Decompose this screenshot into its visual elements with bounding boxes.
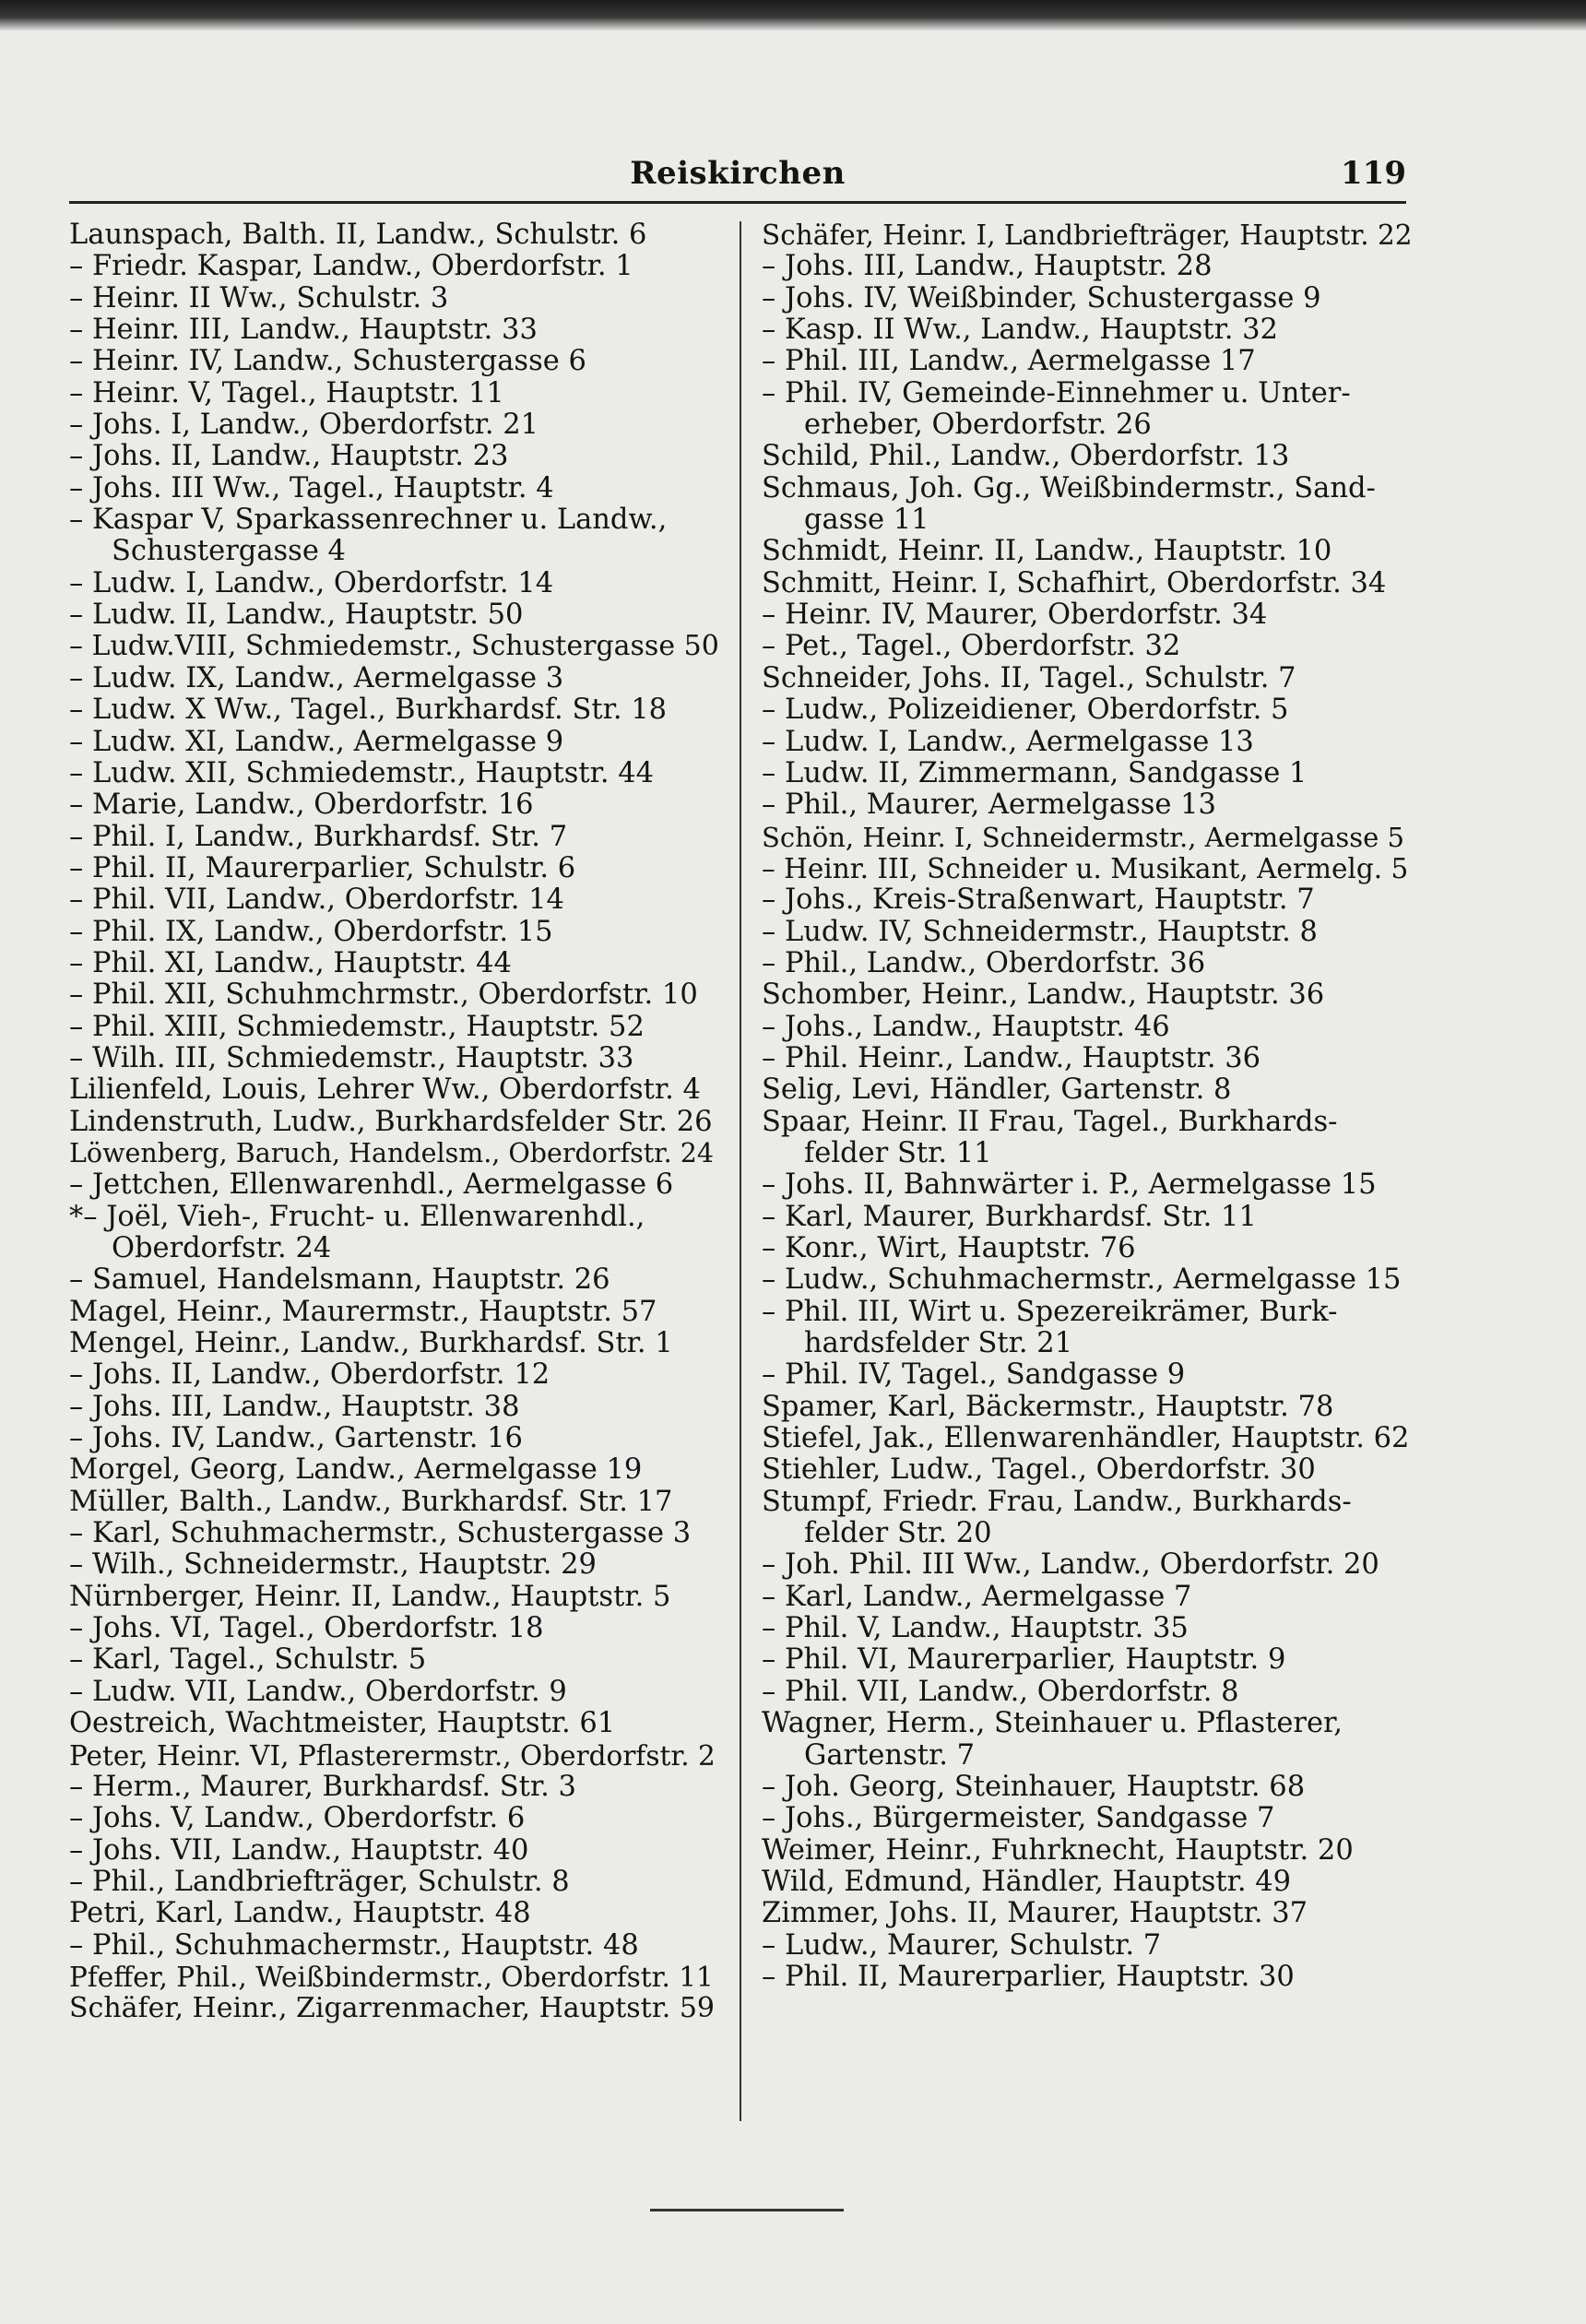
directory-entry: – Johs. IV, Weißbinder, Schustergasse 9 <box>762 281 1321 314</box>
directory-entry: – Johs., Bürgermeister, Sandgasse 7 <box>762 1802 1275 1835</box>
directory-entry: Peter, Heinr. VI, Pflasterermstr., Oberdorfstr. 2 <box>69 1739 716 1772</box>
directory-entry: erheber, Oberdorfstr. 26 <box>804 409 1152 442</box>
directory-entry: – Samuel, Handelsmann, Hauptstr. 26 <box>69 1263 610 1297</box>
directory-entry: – Phil. II, Maurerparlier, Schulstr. 6 <box>69 851 576 884</box>
directory-entry: – Ludw. IX, Landw., Aermelgasse 3 <box>69 661 564 694</box>
directory-entry: – Johs., Landw., Hauptstr. 46 <box>762 1010 1170 1043</box>
directory-entry: *– Joël, Vieh-, Frucht- u. Ellenwarenhdl., <box>69 1200 645 1233</box>
directory-entry: Pfeffer, Phil., Weißbindermstr., Oberdorfstr. 11 <box>69 1961 714 1993</box>
directory-entry: felder Str. 20 <box>804 1517 992 1550</box>
directory-entry: – Marie, Landw., Oberdorfstr. 16 <box>69 788 534 822</box>
directory-entry: – Konr., Wirt, Hauptstr. 76 <box>762 1232 1136 1264</box>
directory-entry: Schustergasse 4 <box>112 535 346 568</box>
directory-entry: – Heinr. IV, Landw., Schustergasse 6 <box>69 345 586 378</box>
directory-entry: – Heinr. IV, Maurer, Oberdorfstr. 34 <box>762 599 1268 632</box>
directory-entry: – Ludw. VII, Landw., Oberdorfstr. 9 <box>69 1675 567 1708</box>
directory-entry: – Johs., Kreis-Straßenwart, Hauptstr. 7 <box>762 883 1315 917</box>
directory-entry: Schäfer, Heinr., Zigarrenmacher, Hauptstr. 59 <box>69 1992 716 2025</box>
directory-entry: – Ludw., Maurer, Schulstr. 7 <box>762 1928 1162 1962</box>
page-header <box>69 155 1406 201</box>
directory-entry: – Ludw. I, Landw., Aermelgasse 13 <box>762 725 1254 758</box>
directory-entry: – Ludw. IV, Schneidermstr., Hauptstr. 8 <box>762 915 1318 948</box>
directory-entry: Zimmer, Johs. II, Maurer, Hauptstr. 37 <box>762 1897 1308 1930</box>
directory-entry: Launspach, Balth. II, Landw., Schulstr. 6 <box>69 219 647 251</box>
directory-entry: – Phil. VII, Landw., Oberdorfstr. 8 <box>762 1675 1239 1708</box>
directory-entry: Schmaus, Joh. Gg., Weißbindermstr., Sand- <box>762 471 1376 504</box>
directory-entry: – Phil. III, Wirt u. Spezereikrämer, Burk- <box>762 1295 1338 1328</box>
directory-entry: – Phil. IX, Landw., Oberdorfstr. 15 <box>69 915 553 948</box>
directory-entry: Oestreich, Wachtmeister, Hauptstr. 61 <box>69 1707 616 1740</box>
directory-entry: – Phil., Landbriefträger, Schulstr. 8 <box>69 1865 570 1898</box>
directory-entry: – Ludw. I, Landw., Oberdorfstr. 14 <box>69 566 554 599</box>
directory-entry: – Karl, Schuhmachermstr., Schustergasse 3 <box>69 1517 692 1550</box>
directory-entry: Nürnberger, Heinr. II, Landw., Hauptstr. 5 <box>69 1580 671 1613</box>
directory-entry: – Heinr. II Ww., Schulstr. 3 <box>69 281 449 314</box>
directory-entry: – Phil., Maurer, Aermelgasse 13 <box>762 788 1216 822</box>
directory-entry: Schmidt, Heinr. II, Landw., Hauptstr. 10 <box>762 535 1332 568</box>
directory-entry: – Johs. III, Landw., Hauptstr. 38 <box>69 1390 520 1423</box>
directory-entry: – Phil. VI, Maurerparlier, Hauptstr. 9 <box>762 1643 1286 1677</box>
directory-entry: hardsfelder Str. 21 <box>804 1327 1073 1360</box>
directory-entry: – Johs. III Ww., Tagel., Hauptstr. 4 <box>69 471 554 504</box>
directory-entry: – Johs. II, Bahnwärter i. P., Aermelgasse 15 <box>762 1168 1377 1202</box>
directory-entry: – Ludw. XI, Landw., Aermelgasse 9 <box>69 725 564 758</box>
directory-entry: Spamer, Karl, Bäckermstr., Hauptstr. 78 <box>762 1390 1334 1423</box>
directory-entry: – Ludw. X Ww., Tagel., Burkhardsf. Str. 18 <box>69 694 668 727</box>
directory-entry: – Friedr. Kaspar, Landw., Oberdorfstr. 1 <box>69 250 633 283</box>
directory-entry: Morgel, Georg, Landw., Aermelgasse 19 <box>69 1453 643 1487</box>
directory-entry: – Phil. XI, Landw., Hauptstr. 44 <box>69 946 512 979</box>
directory-entry: – Johs. III, Landw., Hauptstr. 28 <box>762 250 1213 283</box>
directory-entry: – Ludw. II, Zimmermann, Sandgasse 1 <box>762 756 1308 789</box>
directory-entry: – Phil. II, Maurerparlier, Hauptstr. 30 <box>762 1960 1295 1993</box>
directory-entry: – Johs. I, Landw., Oberdorfstr. 21 <box>69 409 539 442</box>
directory-entry: – Karl, Maurer, Burkhardsf. Str. 11 <box>762 1200 1257 1233</box>
directory-entry: – Johs. VI, Tagel., Oberdorfstr. 18 <box>69 1612 544 1645</box>
directory-entry: gasse 11 <box>804 504 929 537</box>
directory-entry: Schneider, Johs. II, Tagel., Schulstr. 7 <box>762 661 1296 694</box>
directory-entry: – Ludw.VIII, Schmiedemstr., Schustergasse 50 <box>69 630 719 663</box>
page-edge-shadow <box>0 0 1586 31</box>
directory-entry: Selig, Levi, Händler, Gartenstr. 8 <box>762 1073 1232 1107</box>
directory-entry: Müller, Balth., Landw., Burkhardsf. Str. 17 <box>69 1485 673 1518</box>
page-number: 119 <box>1341 155 1406 192</box>
directory-entry: Löwenberg, Baruch, Handelsm., Oberdorfstr. 24 <box>69 1137 715 1168</box>
directory-entry: Spaar, Heinr. II Frau, Tagel., Burkhards- <box>762 1105 1338 1138</box>
directory-entry: – Joh. Phil. III Ww., Landw., Oberdorfstr. 20 <box>762 1548 1379 1582</box>
directory-entry: Schäfer, Heinr. I, Landbriefträger, Hauptstr. 22 <box>762 219 1413 251</box>
directory-entry: Stiefel, Jak., Ellenwarenhändler, Hauptstr. 62 <box>762 1422 1410 1455</box>
directory-entry: – Johs. II, Landw., Hauptstr. 23 <box>69 440 509 473</box>
directory-entry: Wagner, Herm., Steinhauer u. Pflasterer, <box>762 1707 1343 1740</box>
directory-entry: – Heinr. V, Tagel., Hauptstr. 11 <box>69 376 504 409</box>
directory-entry: – Johs. V, Landw., Oberdorfstr. 6 <box>69 1802 526 1835</box>
directory-entry: – Wilh. III, Schmiedemstr., Hauptstr. 33 <box>69 1041 634 1074</box>
directory-entry: – Kasp. II Ww., Landw., Hauptstr. 32 <box>762 314 1278 347</box>
page-title: Reiskirchen <box>630 155 846 192</box>
directory-entry: – Phil., Schuhmachermstr., Hauptstr. 48 <box>69 1928 639 1962</box>
header-rule <box>69 201 1406 204</box>
directory-entry: Schön, Heinr. I, Schneidermstr., Aermelgasse 5 <box>762 821 1404 853</box>
directory-entry: – Herm., Maurer, Burkhardsf. Str. 3 <box>69 1770 576 1803</box>
column-divider <box>740 221 741 2121</box>
directory-entry: – Phil. Heinr., Landw., Hauptstr. 36 <box>762 1041 1261 1074</box>
directory-entry: Petri, Karl, Landw., Hauptstr. 48 <box>69 1897 531 1930</box>
directory-entry: Mengel, Heinr., Landw., Burkhardsf. Str. 1 <box>69 1327 673 1360</box>
directory-entry: – Phil. XIII, Schmiedemstr., Hauptstr. 52 <box>69 1010 645 1043</box>
directory-entry: – Phil. I, Landw., Burkhardsf. Str. 7 <box>69 820 568 853</box>
directory-entry: – Ludw. II, Landw., Hauptstr. 50 <box>69 599 524 632</box>
directory-entry: Schild, Phil., Landw., Oberdorfstr. 13 <box>762 440 1290 473</box>
directory-entry: – Phil., Landw., Oberdorfstr. 36 <box>762 946 1206 979</box>
directory-entry: – Ludw. XII, Schmiedemstr., Hauptstr. 44 <box>69 756 655 789</box>
directory-entry: – Karl, Landw., Aermelgasse 7 <box>762 1580 1192 1613</box>
directory-entry: – Phil. IV, Tagel., Sandgasse 9 <box>762 1358 1186 1392</box>
directory-entry: – Johs. VII, Landw., Hauptstr. 40 <box>69 1833 529 1867</box>
directory-entry: Lindenstruth, Ludw., Burkhardsfelder Str. 26 <box>69 1105 713 1138</box>
directory-entry: Lilienfeld, Louis, Lehrer Ww., Oberdorfstr. 4 <box>69 1073 701 1107</box>
directory-entry: – Phil. IV, Gemeinde-Einnehmer u. Unter- <box>762 376 1351 409</box>
directory-entry: – Pet., Tagel., Oberdorfstr. 32 <box>762 630 1181 663</box>
directory-entry: – Kaspar V, Sparkassenrechner u. Landw., <box>69 504 668 537</box>
directory-entry: Weimer, Heinr., Fuhrknecht, Hauptstr. 20 <box>762 1833 1354 1867</box>
directory-entry: felder Str. 11 <box>804 1136 992 1169</box>
directory-entry: Schomber, Heinr., Landw., Hauptstr. 36 <box>762 978 1325 1012</box>
directory-entry: Stiehler, Ludw., Tagel., Oberdorfstr. 30 <box>762 1453 1316 1487</box>
directory-entry: – Johs. IV, Landw., Gartenstr. 16 <box>69 1422 523 1455</box>
directory-entry: Wild, Edmund, Händler, Hauptstr. 49 <box>762 1865 1292 1898</box>
directory-entry: – Ludw., Polizeidiener, Oberdorfstr. 5 <box>762 694 1289 727</box>
directory-entry: – Jettchen, Ellenwarenhdl., Aermelgasse 6 <box>69 1168 674 1202</box>
directory-entry: – Heinr. III, Landw., Hauptstr. 33 <box>69 314 538 347</box>
right-column <box>762 219 1413 1993</box>
directory-entry: – Phil. VII, Landw., Oberdorfstr. 14 <box>69 883 564 917</box>
directory-entry: Stumpf, Friedr. Frau, Landw., Burkhards- <box>762 1485 1352 1518</box>
directory-entry: Oberdorfstr. 24 <box>112 1232 332 1264</box>
directory-entry: – Karl, Tagel., Schulstr. 5 <box>69 1643 427 1677</box>
directory-entry: – Johs. II, Landw., Oberdorfstr. 12 <box>69 1358 550 1392</box>
left-column <box>69 219 724 2025</box>
directory-entry: – Heinr. III, Schneider u. Musikant, Aermelg. 5 <box>762 852 1409 884</box>
directory-entry: Schmitt, Heinr. I, Schafhirt, Oberdorfstr. 34 <box>762 566 1387 599</box>
directory-entry: – Wilh., Schneidermstr., Hauptstr. 29 <box>69 1548 597 1582</box>
directory-entry: – Phil. V, Landw., Hauptstr. 35 <box>762 1612 1189 1645</box>
directory-entry: – Phil. III, Landw., Aermelgasse 17 <box>762 345 1256 378</box>
directory-entry: Gartenstr. 7 <box>804 1738 976 1772</box>
directory-entry: – Joh. Georg, Steinhauer, Hauptstr. 68 <box>762 1770 1306 1803</box>
directory-entry: Magel, Heinr., Maurermstr., Hauptstr. 57 <box>69 1295 657 1328</box>
footer-rule <box>650 2209 844 2211</box>
directory-entry: – Ludw., Schuhmachermstr., Aermelgasse 15 <box>762 1263 1402 1297</box>
directory-entry: – Phil. XII, Schuhmchrmstr., Oberdorfstr. 10 <box>69 978 698 1012</box>
